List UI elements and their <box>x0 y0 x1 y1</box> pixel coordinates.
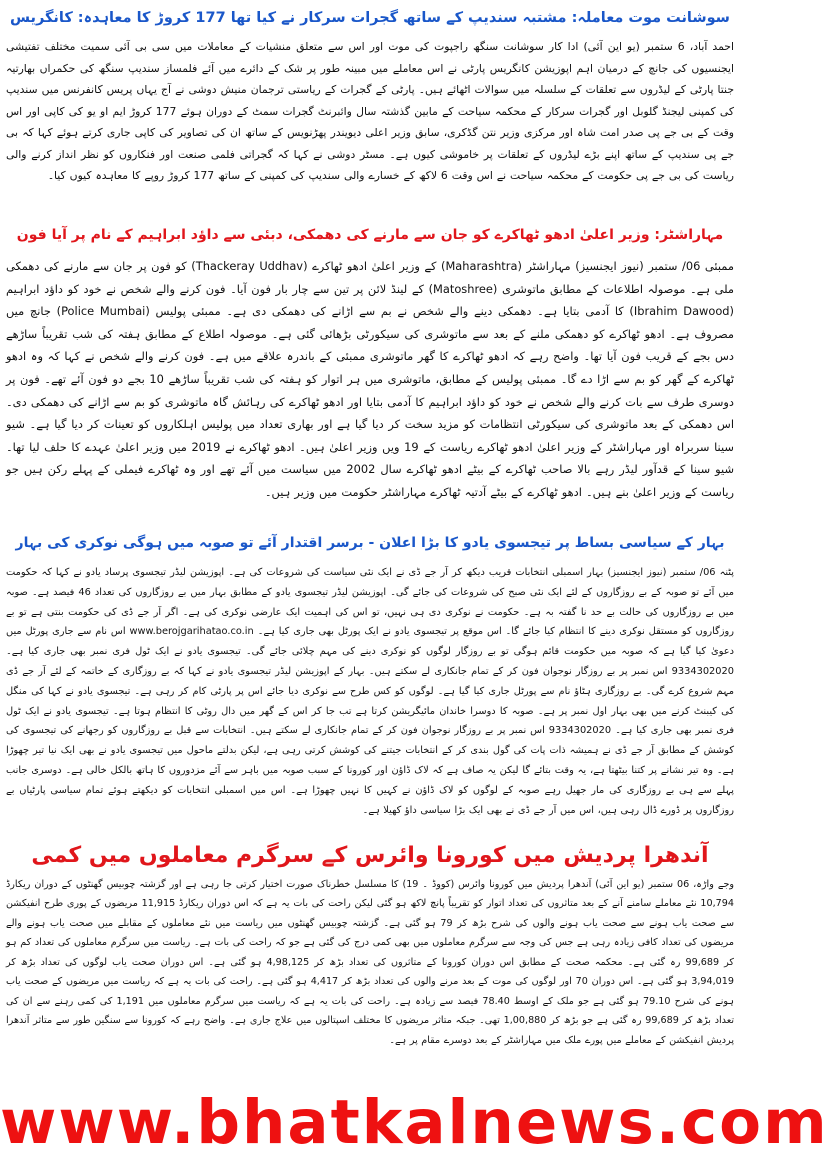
article-body: ممبئی 06/ ستمبر (نیوز ایجنسیز) مہاراشٹر (Maharashtra) کے وزیر اعلیٰ ادھو ٹھاکرے (Thackeray Uddhav) کو فون پر جان سے مارنے کی دھمکی ملی ہے۔ موصولہ اطلاعات کے مطابق ماتوشری (Matoshree) کے لینڈ لائن پر تین سے چار بار فون آیا۔ فون کرنے والے شخص نے خود کو داؤد ابراہیم (Ibrahim Dawood) کا آدمی بتایا ہے۔ دھمکی دینے والے شخص نے بم سے اڑانے کی دھمکی دی ہے۔ ممبئی پولیس (Police Mumbai) جانچ میں مصروف ہے۔ ادھو ٹھاکرے کو دھمکی ملنے کے بعد سے ماتوشری کی سیکورٹی بڑھائی گئی ہے۔ موصولہ اطلاع کے مطابق ہفتہ کی شب تقریباً ساڑھے دس بجے کے قریب فون آیا تھا۔ واضح رہے کہ ادھو ٹھاکرے کا گھر ماتوشری ممبئی کے باندرہ علاقے میں ہے۔ فون کرنے والے شخص نے کہا کہ وہ ادھو ٹھاکرے کے گھر کو بم سے اڑا دے گا۔ ممبئی پولیس کے مطابق، ماتوشری میں ہر اتوار کو ہفتہ کی شب تقریباً ساڑھے 10 بجے دو فون آئے تھے۔ فون پر دوسری طرف سے بات کرنے والے شخص نے خود کو داؤد ابراہیم کا آدمی بتایا اور ادھو ٹھاکرے کی رہائش گاہ ماتوشری کو بم سے اڑانے کی دھمکی دی۔ اس دھمکی کے بعد ماتوشری کی سیکورٹی انتظامات کو مزید سخت کر دیا گیا ہے اور بھاری تعداد میں پولیس اہلکاروں کو تعینات کر دیا گیا ہے۔ شیو سینا سربراہ اور مہاراشٹر کے وزیر اعلیٰ ادھو ٹھاکرے ریاست کے 19 ویں وزیر اعلیٰ ہیں۔ ادھو ٹھاکرے نے 2019 میں وزیر اعلیٰ عہدے کا حلف لیا تھا۔ شیو سینا کے قدآور لیڈر رہے بالا صاحب ٹھاکرے کے بیٹے ادھو ٹھاکرے سال 2002 میں سیاست میں آئے تھے اور وہ ٹھاکرے فیملی کے پہلے رکن ہیں جو ریاست کے وزیر اعلیٰ بنے ہیں۔ ادھو ٹھاکرے کے بیٹے آدتیہ ٹھاکرے مہاراشٹر حکومت میں وزیر ہیں۔ <box>6 259 734 499</box>
article-maharashtra-threat <box>6 215 734 505</box>
article-body: احمد آباد، 6 ستمبر (یو این آئی) ادا کار سوشانت سنگھ راجپوت کی موت اور اس سے متعلق منشیات کے معاملات میں سی بی آئی سمیت مختلف تفتیشی ایجنسیوں کی جانچ کے درمیان اہم اپوزیشن کانگریس پارٹی نے اس معاملے میں مبینہ طور پر شک کے دائرے میں آئے فلمساز سندیپ سنگھ کی حکمراں بھارتیہ جنتا پارٹی کے لیڈروں سے تعلقات کے سلسلہ میں سوالات اٹھائے ہیں۔ پارٹی کے گجرات کے ریاستی ترجمان منیش دوشی نے آج یہاں پریس کانفرنس میں سندیپ کی کمپنی لیجنڈ گلوبل اور گجرات سرکار کے محکمہ سیاحت کے مابین گذشتہ سال وائبرنٹ گجرات سمٹ کے دوران ہوئے 177 کروڑ ایم او یو کی کاپی اور اس وقت کے بی جے پی صدر امت شاہ اور مرکزی وزیر نتن گڈکری، سابق وزیر اعلی دیویندر پھڑنویس کے ساتھ ان کی تصاویر کی کاپی جاری کرتے ہوئے کہا کہ بی جے پی سندیپ کے ساتھ اپنے بڑے لیڈروں کے تعلقات پر خاموشی کیوں ہے۔ مسٹر دوشی نے کہا کہ گجراتی فلمی صنعت اور فنکاروں کو نظر انداز کرنے والی ریاست کی بی جے پی حکومت کے محکمہ سیاحت نے اس وقت 6 لاکھ کے خسارے والی سندیپ کی کمپنی کے ساتھ 177 کروڑ روپے کا معاہدہ کیوں کیا۔ <box>6 40 734 183</box>
site-url-banner: www.bhatkalnews.com <box>0 1087 829 1158</box>
article-headline: سوشانت موت معاملہ: مشتبہ سندیپ کے ساتھ گجرات سرکار نے کیا تھا 177 کروڑ کا معاہدہ: کانگریس <box>10 10 730 26</box>
article-headline: بہار کے سیاسی بساط پر تیجسوی یادو کا بڑا اعلان - برسر اقتدار آئے تو صوبہ میں ہوگی نوکری کی بہار <box>15 535 725 551</box>
article-bihar-jobs <box>6 523 734 823</box>
article-body: پٹنہ 06/ ستمبر (نیوز ایجنسیز) بہار اسمبلی انتخابات قریب دیکھ کر آر جے ڈی نے ایک نئی سیاست کی شروعات کی ہے۔ اپوزیشن لیڈر تیجسوی پرساد یادو نے کہا کہ حکومت میں آئے تو صوبہ کے بے روزگاروں کے لئے ایک نئی صبح کی شروعات کی جائے گی۔ اپوزیشن لیڈر تیجسوی یادو کے مطابق بہار میں بے روزگاروں کی تعداد 46 فیصد ہے۔ صوبہ میں بے روزگاروں کی حالت بے حد نا گفتہ بہ ہے۔ حکومت نے نوکری دی ہی نہیں، تو اس کی اہمیت ایک عارضی نوکری کی ہے۔ اگر آر جے ڈی کی حکومت بنتی ہے تو بے روزگاروں کو مستقل نوکری دینے کا انتظام کیا جائے گا۔ اس موقع پر تیجسوی یادو نے ایک پورٹل بھی جاری کیا ہے۔ www.berojgarihatao.co.in اس نام سے جاری پورٹل میں دعویٰ کیا گیا ہے کہ صوبہ میں حکومت قائم ہوگی تو بے روزگار لوگوں کو نوکری دینے کی مہم چلائی جائے گی۔ تیجسوی یادو نے ایک ٹول فری نمبر بھی جاری کیا ہے۔ 9334302020 اس نمبر پر بے روزگار نوجوان فون کر کے تمام جانکاری لے سکتے ہیں۔ بہار کے اپوزیشن لیڈر تیجسوی یادو نے کہا کہ بے روزگاری کے خاتمہ کے لئے آر جے ڈی مہم شروع کرے گی۔ بے روزگاری ہٹاؤ نام سے پورٹل جاری کیا گیا ہے۔ لوگوں کو کس طرح سے نوکری دیا جائے اس پر پارٹی کام کر رہی ہے۔ تیجسوی یادو نے کہا کی منگل کی کیبنٹ کرنے میں بھی بہار اول نمبر پر ہے۔ صوبہ کا دوسرا خاندان مائیگریشن کرتا ہے تب جا کر اس کے گھر میں دال روٹی کا انتظام ہوتا ہے۔ تیجسوی یادو نے ایک ٹول فری نمبر بھی جاری کیا ہے۔ 9334302020 اس نمبر پر بے روزگار نوجوان فون کر کے تمام جانکاری لے سکتے ہیں۔ انتخابات سے قبل بے روزگاروں کو رجھانے کی تیجسوی کی کوشش کے مطابق آر جے ڈی نے ہمیشہ ذات پات کی گول بندی کر کے انتخابات جیتنے کی کوشش کرتی رہی ہے، لیکن بدلتے ماحول میں تیجسوی یادو نے بھی ایک نیا تیر چھوڑا ہے۔ وہ تیر نشانے پر کتنا بیٹھتا ہے، یہ وقت بتائے گا لیکن یہ صاف ہے کہ لاک ڈاؤن اور کورونا کے سبب صوبہ میں باہر سے آئے مزدوروں کا ہاتھ بالکل خالی ہے۔ دوسری جانب پہلے سے ہی بے روزگاری کی مار جھیل رہے صوبہ کے لوگوں کو لاک ڈاؤن نے کہیں کا نہیں چھوڑا ہے۔ اس میں اسمبلی انتخابات کو دیکھتے ہوئے تمام سیاسی پارٹیاں بے روزگاروں پر ڈورے ڈال رہی ہیں، اس میں آر جے ڈی نے بھی ایک بڑا سیاسی داؤ کھیلا ہے۔ <box>6 567 734 816</box>
article-headline: آندھرا پردیش میں کورونا وائرس کے سرگرم معاملوں میں کمی <box>31 843 709 868</box>
article-andhra-corona <box>6 837 734 1052</box>
article-body: وجے واڑہ، 06 ستمبر (یو این آئی) آندھرا پردیش میں کورونا وائرس (کووڈ ۔ 19) کا مسلسل خطرناک صورت اختیار کرتی جا رہی ہے اور گزشتہ چوبیس گھنٹوں کے دوران ریکارڈ 10,794 نئے معاملے سامنے آنے کے بعد متاثروں کی تعداد اتوار کو تقریباً پانچ لاکھ ہو گئی لیکن راحت کی بات یہ ہے کہ اس دوران ریکارڈ 11,915 مریضوں کے پوری طرح انفیکشن سے صحت یاب ہونے سے صحت یاب ہونے والوں کی شرح بڑھ کر 79 ہو گئی ہے۔ گزشتہ چوبیس گھنٹوں میں ریاست میں نئے معاملوں کے مقابلے میں صحت یاب ہونے والے مریضوں کی تعداد کافی زیادہ رہی ہے جس کی وجہ سے سرگرم معاملوں میں بھی کمی درج کی گئی ہے جو کہ راحت کی بات ہے۔ ریاست میں سرگرم معاملوں کی تعداد کم ہو کر 99,689 رہ گئی ہے۔ محکمہ صحت کے مطابق اس دوران کورونا کے متاثروں کی تعداد بڑھ کر 4,98,125 ہو گئی ہے۔ اس دوران صحت یاب لوگوں کی تعداد بڑھ کر 3,94,019 ہو گئی ہے۔ اس دوران 70 اور لوگوں کی موت کے بعد مرنے والوں کی تعداد بڑھ کر 4,417 ہو گئی ہے۔ راحت کی بات یہ ہے کہ ریاست میں مریضوں کے صحت یاب ہونے کی شرح 79.10 ہو گئی ہے جو ملک کے اوسط 78.40 فیصد سے زیادہ ہے۔ راحت کی بات یہ ہے کہ ریاست میں سرگرم معاملوں میں 1,191 کی کمی رہنے سے ان کی تعداد بڑھ کر 99,689 رہ گئی ہے جو بڑھ کر 1,00,880 تھی۔ جبکہ متاثر مریضوں کا مختلف اسپتالوں میں علاج جاری ہے۔ واضح رہے کہ کورونا سے سنگین طور سے متاثر آندھرا پردیش انفیکشن کے معاملے میں پورے ملک میں مہاراشٹر کے بعد دوسرے مقام پر ہے۔ <box>6 879 735 1046</box>
article-headline: مہاراشٹر: وزیر اعلیٰ ادھو ٹھاکرے کو جان سے مارنے کی دھمکی، دبئی سے داؤد ابراہیم کے نام پر آیا فون <box>16 227 724 243</box>
article-sushant-case <box>6 0 734 195</box>
